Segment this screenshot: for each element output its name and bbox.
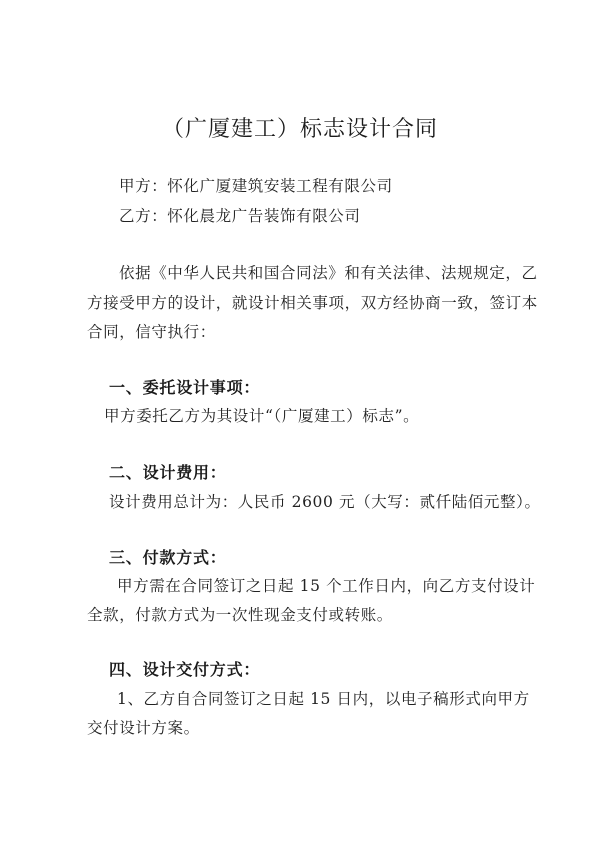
section-4-heading: 四、设计交付方式： — [109, 660, 261, 679]
document-title: （广厦建工）标志设计合同 — [161, 117, 438, 142]
section-1-line-1: 甲方委托乙方为其设计“（广厦建工）标志”。 — [104, 407, 420, 425]
preamble-line-1: 依据《中华人民共和国合同法》和有关法律、法规规定，乙 — [119, 264, 538, 282]
section-1-heading: 一、委托设计事项： — [109, 378, 261, 397]
section-3-line-2: 全款，付款方式为一次性现金支付或转账。 — [87, 606, 393, 624]
section-3-line-1: 甲方需在合同签订之日起 15 个工作日内，向乙方支付设计 — [117, 577, 536, 595]
section-3-heading: 三、付款方式： — [109, 548, 227, 567]
section-2-heading: 二、设计费用： — [109, 463, 227, 482]
preamble-line-2: 方接受甲方的设计，就设计相关事项，双方经协商一致，签订本 — [87, 294, 538, 312]
party-b-line: 乙方：怀化晨龙广告装饰有限公司 — [119, 207, 361, 225]
section-2-line-1: 设计费用总计为：人民币 2600 元（大写：贰仟陆佰元整）。 — [109, 493, 541, 511]
preamble-line-3: 合同，信守执行： — [87, 323, 216, 341]
section-4-line-1: 1、乙方自合同签订之日起 15 日内，以电子稿形式向甲方 — [117, 690, 530, 708]
section-4-line-2: 交付设计方案。 — [87, 719, 200, 737]
party-a-line: 甲方：怀化广厦建筑安装工程有限公司 — [119, 177, 393, 195]
